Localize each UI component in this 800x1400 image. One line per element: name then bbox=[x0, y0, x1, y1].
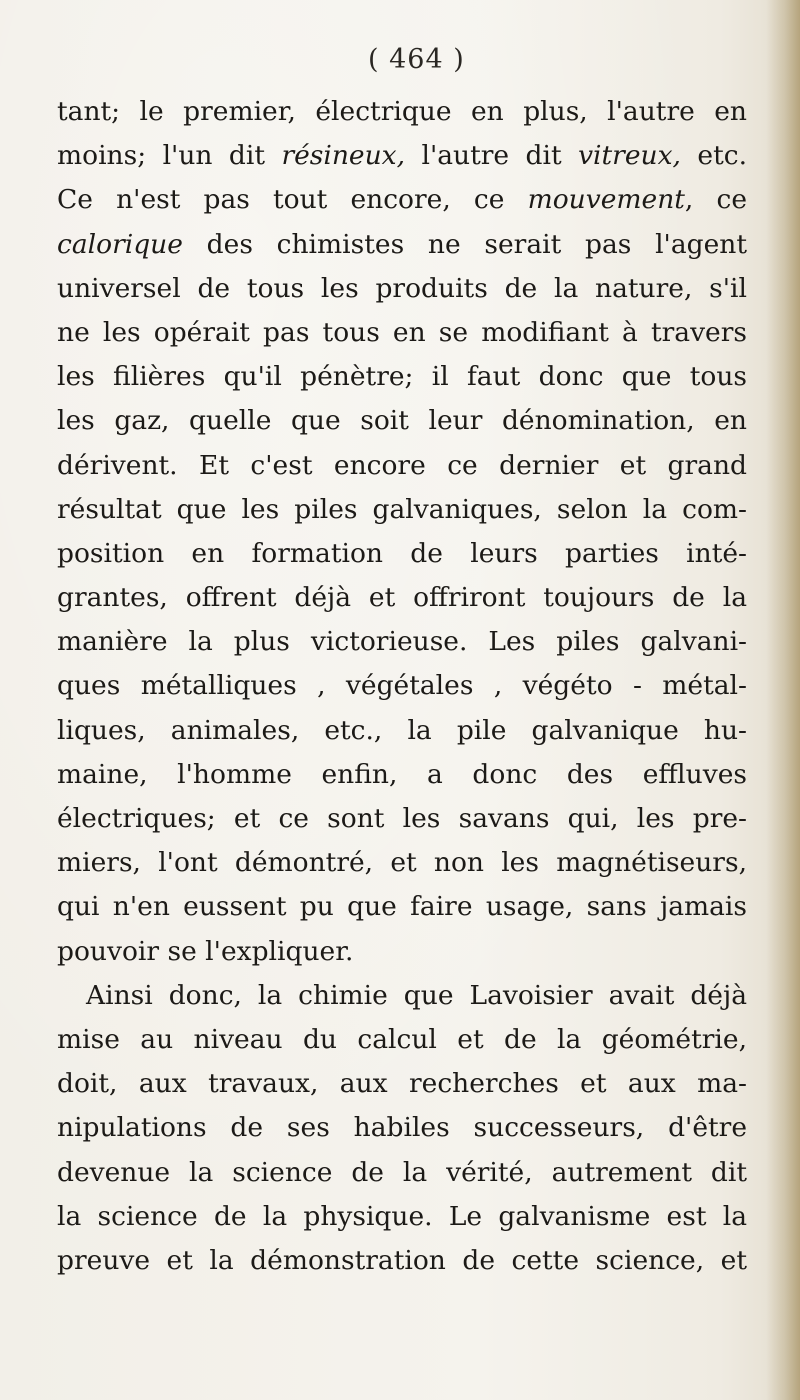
text-segment: des chimistes ne serait pas l'agent bbox=[182, 228, 747, 260]
text-line: liques, animales, etc., la pile galvanique hu- bbox=[57, 714, 747, 746]
page-number: ( 464 ) bbox=[368, 44, 465, 75]
text-line: devenue la science de la vérité, autrement dit bbox=[57, 1156, 747, 1188]
text-line: pouvoir se l'expliquer. bbox=[57, 935, 354, 967]
text-line: position en formation de leurs parties inté- bbox=[57, 537, 747, 569]
text-segment: etc. bbox=[680, 140, 747, 172]
text-line: tant; le premier, électrique en plus, l'autre en bbox=[57, 96, 747, 127]
italic-term: calorique bbox=[57, 228, 183, 260]
text-segment: , ce bbox=[684, 184, 748, 216]
italic-term: résineux, bbox=[281, 140, 406, 172]
text-line: les gaz, quelle que soit leur dénomination, en bbox=[57, 405, 747, 437]
text-segment: moins; l'un dit bbox=[57, 140, 282, 172]
text-line: la science de la physique. Le galvanisme est la bbox=[57, 1200, 747, 1232]
text-line: miers, l'ont démontré, et non les magnétiseurs, bbox=[57, 847, 747, 879]
text-line: résultat que les piles galvaniques, selon la com- bbox=[57, 493, 747, 525]
text-line: manière la plus victorieuse. Les piles galvani- bbox=[57, 626, 747, 658]
text-line: électriques; et ce sont les savans qui, les pre- bbox=[57, 803, 747, 834]
text-line: mise au niveau du calcul et de la géométrie, bbox=[57, 1023, 747, 1055]
italic-term: mouvement bbox=[527, 184, 685, 216]
text-line: universel de tous les produits de la nature, s'il bbox=[57, 272, 747, 304]
text-segment: Ce n'est pas tout encore, ce bbox=[57, 184, 528, 216]
text-line: nipulations de ses habiles successeurs, d'être bbox=[57, 1112, 747, 1144]
text-line: doit, aux travaux, aux recherches et aux ma- bbox=[57, 1068, 747, 1100]
text-line: Ainsi donc, la chimie que Lavoisier avait déjà bbox=[86, 979, 747, 1011]
page-gutter-shadow bbox=[766, 0, 800, 1400]
text-line bbox=[57, 134, 747, 178]
text-line: les filières qu'il pénètre; il faut donc que tous bbox=[57, 361, 747, 393]
text-line: preuve et la démonstration de cette science, et bbox=[57, 1244, 747, 1276]
text-line: ques métalliques , végétales , végéto - métal- bbox=[57, 670, 747, 702]
text-line: dérivent. Et c'est encore ce dernier et grand bbox=[57, 449, 747, 481]
text-line: qui n'en eussent pu que faire usage, sans jamais bbox=[57, 891, 747, 923]
text-line bbox=[57, 178, 747, 222]
italic-term: vitreux, bbox=[578, 140, 681, 172]
text-segment: l'autre dit bbox=[405, 140, 579, 172]
text-line: maine, l'homme enfin, a donc des effluves bbox=[57, 758, 747, 790]
text-line: grantes, offrent déjà et offriront toujours de la bbox=[57, 582, 747, 614]
text-line bbox=[57, 223, 747, 267]
text-line: ne les opérait pas tous en se modifiant à travers bbox=[57, 316, 747, 348]
body-text bbox=[57, 90, 747, 1283]
